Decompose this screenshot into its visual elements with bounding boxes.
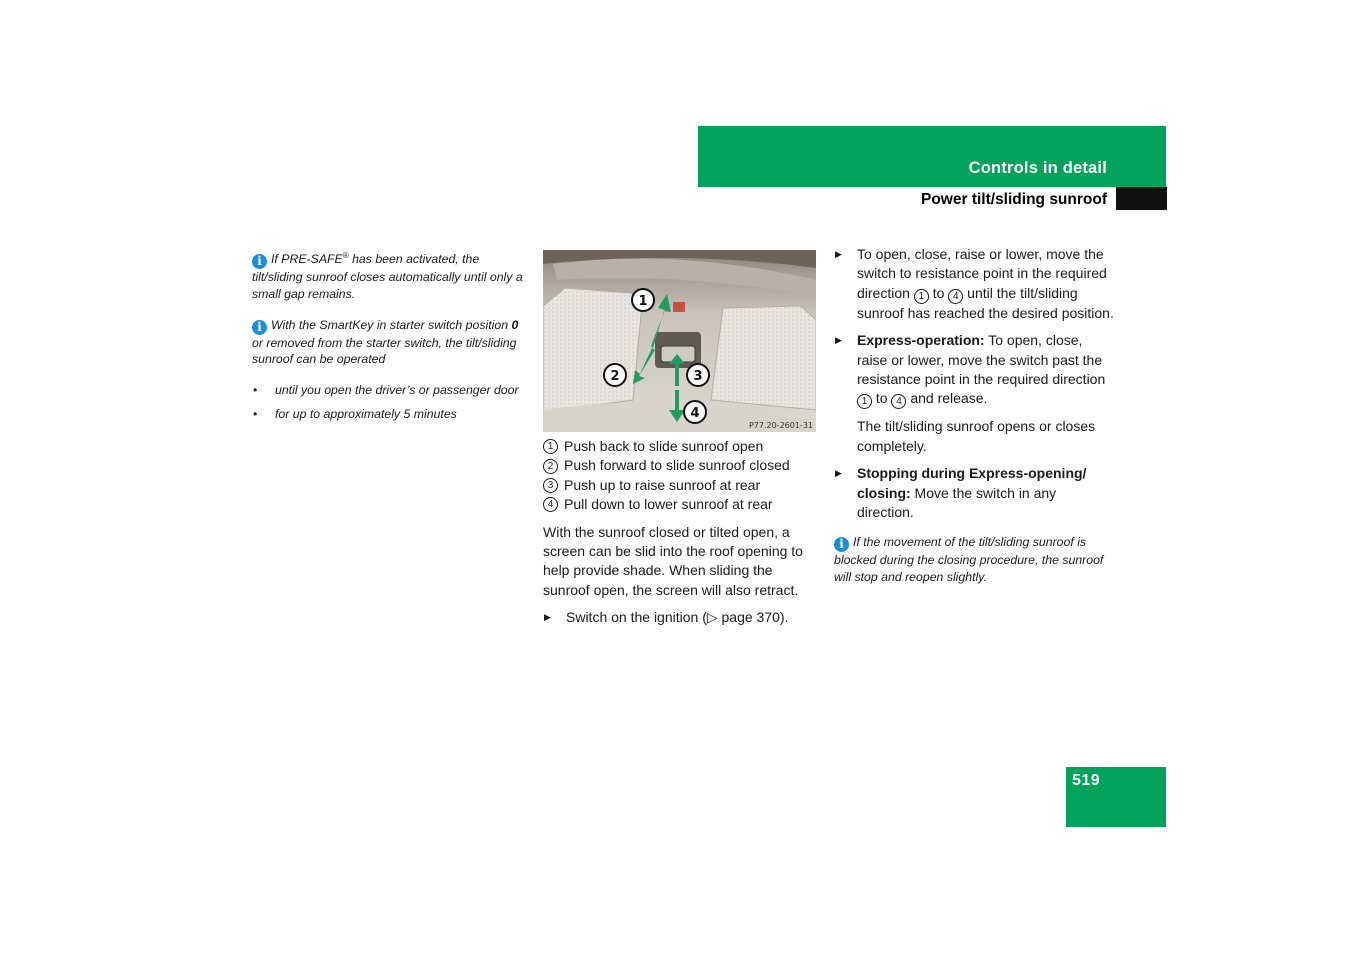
legend-item	[543, 456, 818, 475]
step-text: Move the switch in any direction.	[857, 484, 1057, 521]
legend-item	[543, 476, 818, 495]
callout-number: 2	[543, 459, 558, 474]
callout-2	[604, 364, 626, 386]
figure-code: P77.20-2601-31	[748, 421, 813, 430]
page-number-box	[1066, 767, 1166, 827]
callout-3	[687, 364, 709, 386]
page-number: 519	[1072, 772, 1101, 789]
bullet-list	[252, 382, 532, 423]
info-note-smartkey	[252, 317, 532, 369]
section-tab-marker	[1116, 187, 1167, 210]
right-column	[834, 245, 1114, 598]
note-text: If the movement of the tilt/sliding sunroof is blocked during the closing procedure, the sunroof will stop and reopen slightly.	[834, 535, 1104, 585]
switch-position: 0	[511, 317, 519, 332]
info-icon: i	[252, 320, 267, 335]
callout-4	[684, 401, 706, 423]
instruction-step	[834, 331, 1114, 409]
triangle-bullet-icon: ▶	[544, 612, 551, 623]
callout-number: 1	[857, 394, 872, 409]
note-text: With the SmartKey in starter switch position	[271, 317, 512, 332]
info-icon: i	[834, 537, 849, 552]
legend-item	[543, 495, 818, 514]
callout-number: 1	[543, 439, 558, 454]
callout-number: 3	[543, 478, 558, 493]
list-item: • until you open the driver’s or passenger door	[252, 382, 532, 399]
legend-text: Push forward to slide sunroof closed	[564, 457, 790, 474]
info-note-blocked	[834, 534, 1114, 586]
svg-text:4: 4	[690, 406, 700, 421]
svg-text:3: 3	[693, 369, 703, 384]
middle-column	[543, 437, 818, 628]
callout-number: 4	[948, 289, 963, 304]
subsection-title: Power tilt/sliding sunroof	[921, 191, 1107, 208]
note-text: or removed from the starter switch, the tilt/sliding sunroof can be operated	[252, 335, 517, 367]
registered-mark: ®	[342, 251, 349, 260]
overhead-console-illustration	[543, 250, 816, 432]
step-text: to	[872, 390, 892, 407]
instruction-step	[834, 245, 1114, 323]
triangle-bullet-icon: ▶	[835, 335, 842, 346]
legend-text: Push up to raise sunroof at rear	[564, 476, 761, 493]
step-text: To open, close, raise or lower, move the switch to resistance point in the required direction	[857, 246, 1107, 301]
triangle-bullet-icon: ▶	[835, 468, 842, 479]
svg-text:2: 2	[610, 369, 620, 384]
body-paragraph: With the sunroof closed or tilted open, a screen can be slid into the roof opening to help provide shade. When sliding the sunroof open, the screen will also retract.	[543, 523, 803, 598]
svg-text:1: 1	[638, 294, 648, 309]
note-text: If PRE-SAFE	[271, 252, 343, 266]
triangle-bullet-icon: ▶	[835, 249, 842, 259]
info-note-pre-safe	[252, 248, 532, 303]
step-text: and release.	[906, 390, 988, 407]
callout-number: 4	[543, 497, 558, 512]
legend-text: Push back to slide sunroof open	[564, 438, 764, 454]
callout-number: 1	[914, 289, 929, 304]
instruction-step	[543, 608, 818, 627]
step-text: to	[928, 284, 949, 301]
legend-item	[543, 437, 818, 456]
list-item: • for up to approximately 5 minutes	[252, 406, 532, 423]
step-text: until the tilt/sliding sunroof has reached the desired position.	[857, 284, 1114, 321]
legend-text: Pull down to lower sunroof at rear	[564, 496, 773, 513]
step-heading: Express-operation:	[857, 332, 985, 349]
info-icon: i	[252, 254, 267, 269]
callout-1	[632, 289, 654, 311]
step-heading: Stopping during Express-opening/ closing:	[857, 465, 1087, 501]
step-text: To open, close, raise or lower, move the switch past the resistance point in the required direction	[857, 332, 1106, 388]
notes-column	[252, 248, 532, 430]
callout-number: 4	[891, 394, 906, 409]
instruction-step	[834, 464, 1114, 522]
result-paragraph: The tilt/sliding sunroof opens or closes completely.	[857, 418, 1096, 454]
section-title: Controls in detail	[968, 159, 1107, 177]
note-text: has been activated, the tilt/sliding sunroof closes automatically until only a small gap remains.	[252, 252, 523, 301]
step-text: Switch on the ignition (▷ page 370).	[566, 609, 789, 626]
sunroof-switch-photo	[543, 250, 816, 432]
